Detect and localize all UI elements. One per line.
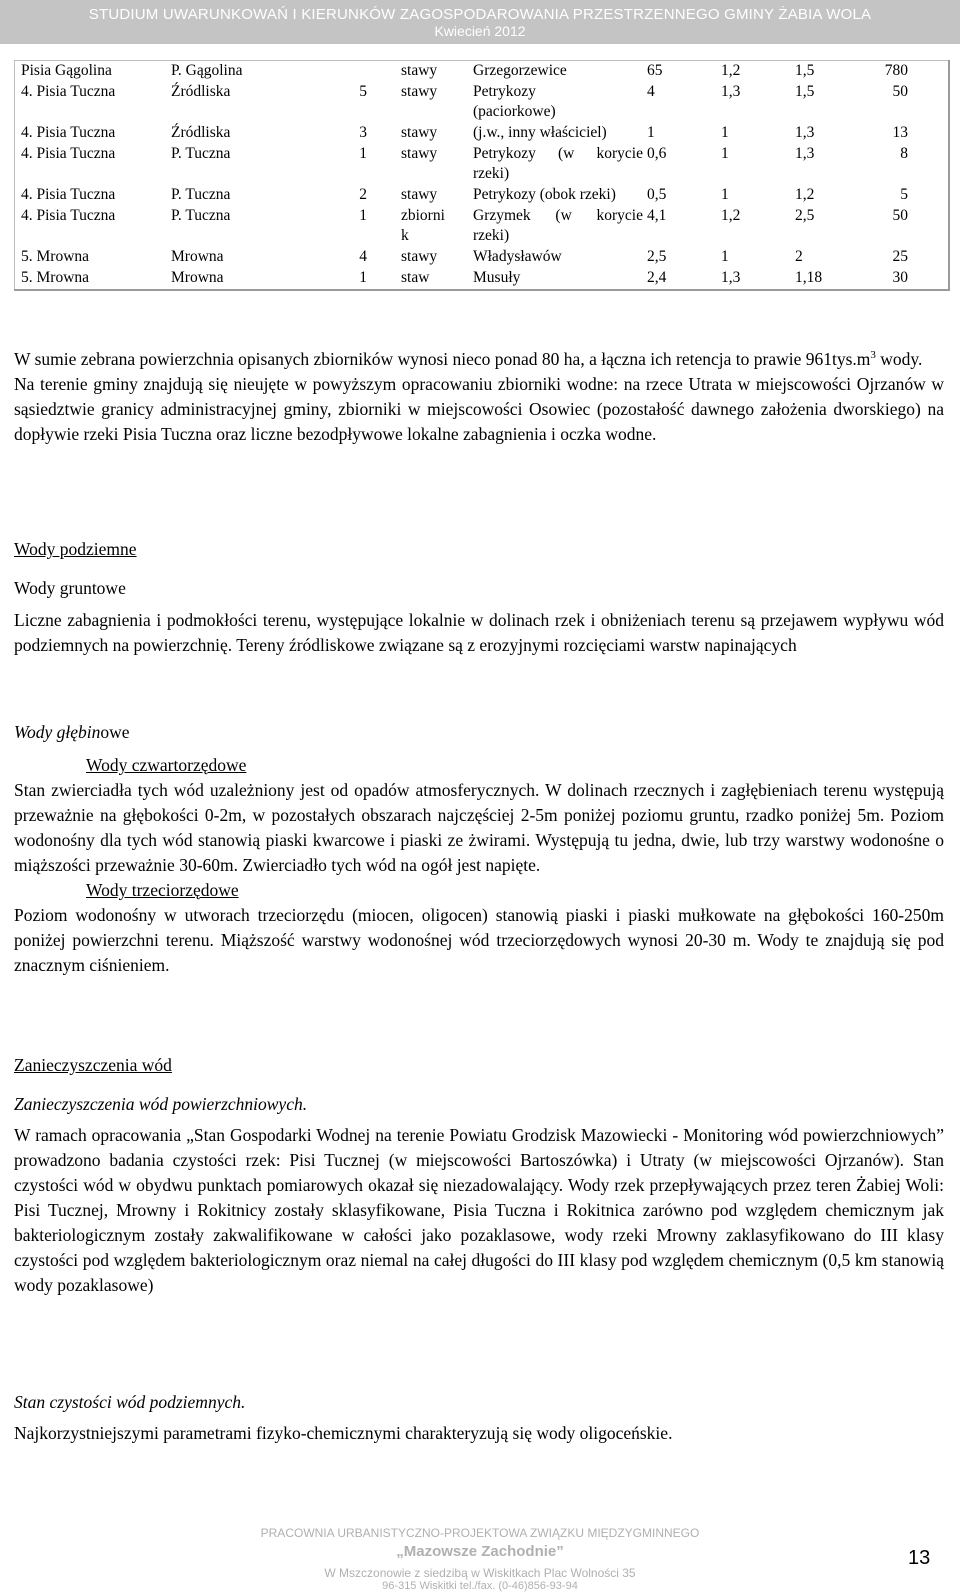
paragraph-text: Najkorzystniejszymi parametrami fizyko-chemicznymi charakteryzują się wody oligoceńskie. [14,1423,673,1443]
table-cell: 50 [892,207,908,224]
reservoir-table [14,60,950,291]
page-footer [0,1520,960,1592]
footer-org-name: „Mazowsze Zachodnie” [396,1543,564,1560]
table-cell: Źródliska [171,124,231,141]
table-cell: 4. Pisia Tuczna [21,207,116,224]
table-cell: 1,5 [795,83,815,100]
table-cell: P. Tuczna [171,145,231,162]
table-cell [473,82,643,123]
table-cell: 1 [359,207,367,224]
subsection-heading: Wody gruntowe [14,578,126,598]
cell-line: k [401,227,409,244]
table-cell: 1,2 [721,207,741,224]
table-cell: 2 [795,248,803,265]
superscript: 3 [870,349,876,362]
table-cell: staw [401,269,430,286]
paragraph-shallow-water [14,608,944,658]
paragraph-text: Liczne zabagnienia i podmokłości terenu, występujące lokalnie w dolinach rzek i obniżeniach terenu są przejawem wypływu wód podziemnych na powierzchnię. Tereny źródliskowe związane są z erozyjnymi rozcięciami warstw napinających [14,610,944,655]
table-cell [321,61,387,83]
table-row [15,185,950,206]
section-heading: Zanieczyszczenia wód [14,1055,172,1075]
table-cell: 1,2 [721,62,741,79]
table-cell: stawy [401,83,438,100]
table-cell: 30 [892,269,908,286]
table-cell: 1 [721,186,729,203]
page-number: 13 [908,1547,931,1569]
footer-org: PRACOWNIA URBANISTYCZNO-PROJEKTOWA ZWIĄZKU MIĘDZYGMINNEGO [260,1526,700,1540]
table-cell: 4. Pisia Tuczna [21,124,116,141]
cell-line: (paciorkowe) [473,103,556,120]
table-cell: 4. Pisia Tuczna [21,145,116,162]
table-cell: 1,3 [795,145,815,162]
table-cell [473,144,643,185]
table-cell: stawy [401,124,438,141]
table-cell: 50 [892,83,908,100]
table-row [15,144,950,185]
section-surface-pollution [14,1092,944,1298]
heading-shallow-water [14,576,944,601]
table-cell: 25 [892,248,908,265]
table-cell: 4. Pisia Tuczna [21,186,116,203]
header-title: STUDIUM UWARUNKOWAŃ I KIERUNKÓW ZAGOSPODAROWANIA PRZESTRZENNEGO GMINY ŻABIA WOLA [88,6,872,23]
table-cell: Władysławów [473,248,562,265]
table-cell: P. Tuczna [171,186,231,203]
table-cell: P. Gągolina [171,62,243,79]
subsection-heading: Stan czystości wód podziemnych. [14,1392,246,1412]
heading-pollution [14,1053,944,1078]
paragraph-text: Poziom wodonośny w utworach trzeciorzędu (miocen, oligocen) stanowią piaski i piaski mułkowate na głębokości 160-250m poniżej powierzchni terenu. Miąższość warstwy wodonośnej wód trzeciorzędowych wynosi 20-30 m. Wody te znajdują się pod znacznym ciśnieniem. [14,905,944,975]
table-cell: 13 [892,124,908,141]
table-row [15,123,950,144]
table-row [15,82,950,123]
table-cell: 65 [647,62,663,79]
page-header [0,0,960,44]
subsection-heading: Zanieczyszczenia wód powierzchniowych. [14,1094,308,1114]
paragraph-text: W ramach opracowania „Stan Gospodarki Wodnej na terenie Powiatu Grodzisk Mazowiecki - Monitoring wód powierzchniowych” prowadzono badania czystości rzek: Pisi Tucznej (w miejscowości Bartoszówka) i Utraty (w miejscowości Ojrzanów). Stan czystości wód w obydwu punktach pomiarowych okazał się niezadowalający. Wody rzek przepływających przez teren Żabiej Woli: Pisi Tucznej, Mrowny i Rokitnicy zostały sklasyfikowane, Pisia Tuczna i Rokitnica zarówno pod względem chemicznym jak bakteriologicznym zostały zakwalifikowane w całości jako pozaklasowe, wody rzeki Mrowny zaklasyfikowano do III klasy czystości pod względem bakteriologicznym oraz niemal na całej długości do III klasy pod względem chemicznym (0,5 km stanowią wody pozaklasowe) [14,1125,944,1295]
table-cell: Mrowna [171,269,224,286]
table-cell: stawy [401,186,438,203]
table-cell: 2,4 [647,269,667,286]
table-row [15,206,950,247]
cell-line: zbiorni [401,207,445,224]
table-cell: 5 [359,83,367,100]
table-cell: Pisia Gągolina [21,62,112,79]
table-cell: 2 [359,186,367,203]
table-cell: 1 [721,124,729,141]
cell-line: Petrykozy (w korycie [473,145,643,162]
table-cell: 4 [359,248,367,265]
header-date: Kwiecień 2012 [434,23,526,39]
paragraph-summary [14,347,944,447]
cell-line: rzeki) [473,165,510,182]
footer-contact: 96-315 Wiskitki tel./fax. (0-46)856-93-94 [382,1580,578,1592]
table-cell [387,206,473,247]
table-cell: 0,5 [647,186,667,203]
table-cell: Petrykozy (obok rzeki) [473,186,616,203]
paragraph-other-reservoirs: Na terenie gminy znajdują się nieujęte w powyższym opracowaniu zbiorniki wodne: na rzece Utrata w miejscowości Ojrzanów w sąsiedztwie granicy administracyjnej gminy, zbiorniki w miejscowości Osowiec (pozostałość dawnego założenia dworskiego) na dopływie rzeki Pisia Tuczna oraz liczne bezodpływowe lokalne zabagnienia i oczka wodne. [14,374,944,444]
table-cell: 1 [647,124,655,141]
table-cell: 3 [359,124,367,141]
table-cell: 1,3 [795,124,815,141]
table-cell: 1,3 [721,269,741,286]
table-cell: Musuły [473,269,521,286]
table-cell: stawy [401,145,438,162]
footer-address: W Mszczonowie z siedzibą w Wiskitkach Plac Wolności 35 [324,1566,636,1580]
table-cell: Źródliska [171,83,231,100]
table-cell: 1,5 [795,62,815,79]
table-cell: 780 [884,62,908,79]
table-cell: stawy [401,248,438,265]
table-cell: 8 [900,145,908,162]
subsection-heading: Wody czwartorzędowe [86,755,247,775]
heading-rest: owe [100,722,130,742]
table-cell: 2,5 [647,248,667,265]
table-row [15,61,950,83]
table-cell: 5 [900,186,908,203]
heading-deep-water [14,720,944,745]
summary-text-end: wody. [875,349,923,369]
heading-italic-part: Wody głębin [14,722,101,742]
cell-line: Petrykozy [473,83,536,100]
cell-line: Grzymek (w korycie [473,207,643,224]
table-cell: Mrowna [171,248,224,265]
section-heading: Wody podziemne [14,539,137,559]
table-cell: 2,5 [795,207,815,224]
table-cell: 4 [647,83,655,100]
table-cell: 4. Pisia Tuczna [21,83,116,100]
subsection-heading: Wody trzeciorzędowe [86,880,239,900]
section-quaternary [14,753,944,978]
table-cell: 1,3 [721,83,741,100]
table-cell: 1,18 [795,269,823,286]
table-cell: 5. Mrowna [21,269,90,286]
table-cell: 1,2 [795,186,815,203]
table-cell: 4,1 [647,207,667,224]
table-cell [473,206,643,247]
table-cell: (j.w., inny właściciel) [473,124,607,141]
table-cell: 1 [721,248,729,265]
table-cell: Grzegorzewice [473,62,567,79]
table-cell: 1 [721,145,729,162]
paragraph-text: Stan zwierciadła tych wód uzależniony jest od opadów atmosferycznych. W dolinach rzecznych i zagłębieniach terenu występują przeważnie na głębokości 0-2m, w pozostałych obszarach najczęściej 2-5m poniżej poziomu gruntu, rzadko poniżej 5m. Poziom wodonośny dla tych wód stanowią piaski kwarcowe i piaski ze żwirami. Występują tu jedna, dwie, lub trzy warstwy wodonośne o miąższości przeważnie 30-60m. Zwierciadło tych wód na ogół jest napięte. [14,780,944,875]
section-groundwater-quality [14,1390,944,1446]
table-cell: stawy [401,62,438,79]
table-cell: P. Tuczna [171,207,231,224]
table-cell: 0,6 [647,145,667,162]
summary-text: W sumie zebrana powierzchnia opisanych zbiorników wynosi nieco ponad 80 ha, a łączna ich retencja to prawie 961tys.m [14,349,871,369]
table-row [15,268,950,290]
table-row [15,247,950,268]
table-cell: 1 [359,269,367,286]
table-cell: 5. Mrowna [21,248,90,265]
cell-line: rzeki) [473,227,510,244]
table-cell: 1 [359,145,367,162]
heading-groundwater [14,537,944,562]
